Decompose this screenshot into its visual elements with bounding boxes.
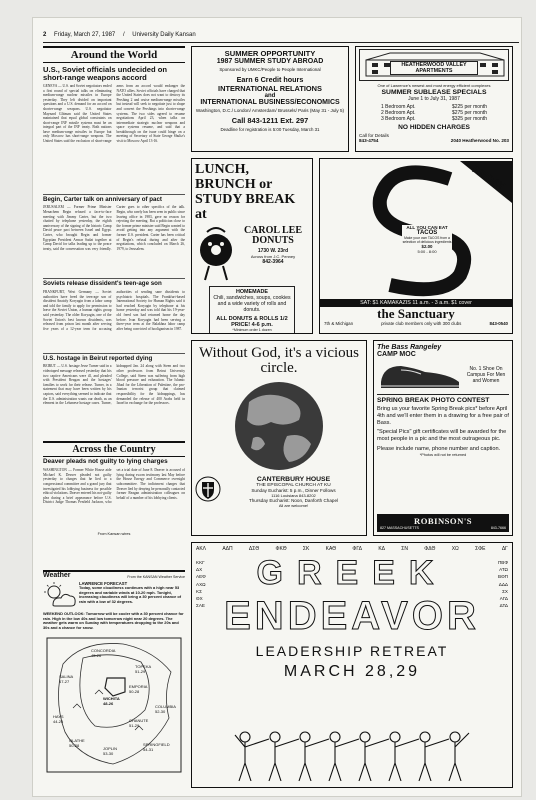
retreat-title: LEADERSHIP RETREAT xyxy=(255,643,449,659)
greek-letters: ΔΔΔ xyxy=(498,581,508,587)
promo-hours: 5:00 - 8:00 xyxy=(417,249,437,254)
ad-summer-study[interactable] xyxy=(191,46,349,152)
page-date: Friday, March 27, 1987 xyxy=(54,32,116,38)
contest-include: Please include name, phone number and caption. xyxy=(377,445,501,452)
donut-chef-icon xyxy=(195,226,237,282)
weather-box xyxy=(43,570,185,788)
greek-letters: ΚΚΓ xyxy=(196,560,205,565)
forecast-subtitle: LAWRENCE FORECAST xyxy=(79,581,128,586)
ad-phone[interactable]: Call 843-1211 Ext. 297 xyxy=(231,116,309,126)
saturday-special: SAT: $1 KAMAKAZIS 11 a.m. - 3 a.m. $1 cover xyxy=(320,299,512,307)
greek-letters: ΚΔ xyxy=(378,546,385,552)
complex-name: HEATHERWOOD VALLEY APARTMENTS xyxy=(390,61,478,75)
greek-letters: ΣΦΕ xyxy=(475,546,486,552)
newspaper-page xyxy=(33,18,521,796)
thursday-service: Thursday Eucharist: Noon, Danforth Chapel xyxy=(248,498,339,503)
menu-items: Chili, sandwiches, soups, cookies and a wide variety of rolls and donuts. xyxy=(213,295,291,314)
map-city-label: SALINA xyxy=(59,674,74,680)
building-illustration xyxy=(359,49,509,81)
retreat-dates: MARCH 28,29 xyxy=(283,663,421,680)
ad-title: SUMMER OPPORTUNITY xyxy=(224,49,316,58)
greek-letters: ΚΑΘ xyxy=(325,546,337,552)
rate-price: $225 per month xyxy=(451,104,487,110)
ad-canterbury[interactable] xyxy=(191,340,367,536)
greek-letters: ΑΚΛ xyxy=(196,546,207,552)
specials-dates: June 1 to July 31, 1987 xyxy=(408,96,460,102)
forecast-weekend: WEEKEND OUTLOOK: Tomorrow will be cooler with a 30 percent chance for rain. High in the low 40s and low tomorrow night near 20 degrees. The weather gets warm on Sunday with temperatures dropping to the 20s and 30s and a chance for snow. xyxy=(43,611,184,630)
greek-letters: ΠΒΦ xyxy=(497,560,508,565)
contest-body: Bring us your favorite Spring Break pics* before April 4th and we'll enter them in a drawing for a free pair of Bass. xyxy=(377,406,509,426)
map-city-temps: 51-29 xyxy=(135,669,146,675)
wire-credit: From Kansan wires xyxy=(97,532,131,537)
map-city-temps: 50-28 xyxy=(69,743,80,749)
earth-globe-icon xyxy=(195,380,363,472)
shoe-product: CAMP MOC xyxy=(377,351,416,358)
church-name: CANTERBURY HOUSE xyxy=(256,476,331,483)
paper-name: University Daily Kansan xyxy=(132,32,196,38)
greek-letters: ΣΧ xyxy=(502,588,508,594)
news-column xyxy=(43,46,185,568)
church-slogan: Without God, it's a vicious circle. xyxy=(198,345,359,376)
map-city-temps: 51-29 xyxy=(129,723,140,729)
club-membership: private club members only with 300 clubs xyxy=(381,321,462,326)
ad-subtitle: 1987 SUMMER STUDY ABROAD xyxy=(216,58,324,65)
call-label: Call for Details xyxy=(359,133,389,138)
greek-letters: ΣΚ xyxy=(302,546,310,552)
partly-cloudy-icon xyxy=(43,581,77,611)
greek-letters: ΧΩ xyxy=(451,546,459,552)
greek-title: GREEK xyxy=(256,554,448,592)
ad-carol-lee[interactable] xyxy=(191,158,313,334)
map-city-temps: 50-28 xyxy=(129,689,140,695)
greek-letters: ΦΓΔ xyxy=(352,546,363,552)
promo-eat: ALL YOU CAN EAT xyxy=(406,225,448,230)
greek-letters: ΑΔΠ xyxy=(222,546,233,552)
students-holding-hands-illustration xyxy=(233,727,473,783)
rate-price: $325 per month xyxy=(451,116,487,122)
weather-map xyxy=(43,634,185,776)
map-city-label: WICHITA xyxy=(103,696,120,702)
map-city-temps: 53-30 xyxy=(103,751,114,757)
complex-tagline: One of Lawrence's newest and most energy efficient complexes xyxy=(377,83,491,88)
promo-price: $2.00 xyxy=(421,244,433,249)
story-headline[interactable]: Soviets release dissident's teen-age son xyxy=(43,278,185,288)
story-headline[interactable]: U.S. hostage in Beirut reported dying xyxy=(43,353,185,363)
map-city-label: TOPEKA xyxy=(135,664,152,670)
story-body: WASHINGTON — Former White House aide Michael K. Deaver pleaded not guilty yesterday to charges that he lied to a congressional committee and a grand jury that investigated his lobbying business for possible ethical violations. Deaver entered his not-guilty plea during a brief appearance before U.S. District Judge Thomas Penfield Jackson, who set a trial date of June 8. Deaver is accused of lying during sworn testimony last May before the House Energy and Commerce oversight subcommittee. The indictment charges that Deaver lied by denying he personally contacted former Reagan administration colleagues on behalf of a number of his lobbying clients. xyxy=(43,468,185,505)
story-body: GENEVA — U.S. and Soviet negotiators ended a first round of special talks on eliminating medium-range nuclear missiles in Europe yesterday. They left divided on important questions and a U.S. demand for an accord on shorter-range weapons. U.S. negotiator Maynard Glitman said the United States maintained that equal global constraints on short-range INF missile systems must be an integral part of the INF treaty. Both nations have medium-range missiles in Europe but only Moscow has short-range weapons. The United States said the exclusion of short-range arms from an accord would endanger the NATO allies. Soviet officials have charged that the United States does not want to destroy its Pershing 2 and cruise medium-range missiles but instead will seek to negotiate just to shape and convert the Pershings into shorter-range systems. The two sides agreed to resume negotiations April 23, when talks on intermediate strategic nuclear weapons and space systems resume, and said that a breakthrough on the issue could hinge on a meeting of Secretary of State George Shultz's visit to Moscow April 13-16. xyxy=(43,83,185,144)
store-address: 827 MASSACHUSETTS xyxy=(380,526,419,530)
ad-line: and xyxy=(264,93,276,99)
greek-letters: ΣΝ xyxy=(401,546,408,552)
map-city-temps: 44-25 xyxy=(53,719,64,725)
map-city-label: CHANUTE xyxy=(129,718,149,724)
map-city-label: EMPORIA xyxy=(129,684,148,690)
promo-food: TACOS xyxy=(416,230,438,236)
section-title-country: Across the Country xyxy=(43,441,185,457)
shop-address: 1730 W. 23rd xyxy=(257,248,289,254)
episcopal-shield-icon xyxy=(195,476,221,502)
shop-phone[interactable]: 842-3964 xyxy=(262,259,284,265)
story-headline[interactable]: Deaver pleads not guilty to lying charges xyxy=(43,458,168,466)
rate-unit: 2 Bedroom Apt. xyxy=(381,110,416,116)
ad-sponsor: Sponsored by UMKC/People to People International xyxy=(219,67,321,72)
complex-phone[interactable]: 843-4754 xyxy=(359,138,379,143)
specials-headline: SUMMER SUBLEASE SPECIALS xyxy=(381,89,487,96)
map-city-temps: 45-26 xyxy=(91,653,102,659)
day-label: FRIDAY xyxy=(469,164,507,193)
ad-line: INTERNATIONAL RELATIONS xyxy=(218,84,322,93)
church-subtitle: THE EPISCOPAL CHURCH AT KU xyxy=(256,483,331,488)
greek-letters: ΔΧ xyxy=(196,567,203,573)
map-city-label: HAYS xyxy=(53,714,64,720)
ad-bass-robinsons[interactable] xyxy=(373,340,513,536)
map-city-label: OLATHE xyxy=(69,738,85,744)
greek-letters: ΑΓΔ xyxy=(499,596,508,602)
map-city-temps: 54-31 xyxy=(143,747,154,753)
endeavor-title: ENDEAVOR xyxy=(224,594,480,638)
greek-letters: ΔΤΔ xyxy=(499,603,508,609)
greek-letters: ΔΣΘ xyxy=(248,546,260,552)
greek-letters: ΔΓ xyxy=(501,546,508,552)
no-fees: NO HIDDEN CHARGES xyxy=(398,124,470,131)
greek-letters: ΚΣ xyxy=(196,588,202,594)
greek-letters: ΦΚΘ xyxy=(275,546,287,552)
story-headline[interactable]: U.S., Soviet officials undecided on short-range weapons accord xyxy=(43,65,168,82)
contest-footnote: *Photos will not be returned xyxy=(419,452,467,457)
store-phone[interactable]: 843-7666 xyxy=(490,526,506,530)
promo-note: Make your own TACOS from a selection of delicious ingredients xyxy=(402,236,452,244)
deal-note: *Minimum order 1 dozen xyxy=(232,328,272,333)
sunday-service: Sunday Eucharist: 5 p.m., Dinner Follows xyxy=(251,488,336,493)
shop-name: CAROL LEE DONUTS xyxy=(243,225,303,246)
shoe-icon xyxy=(377,358,463,392)
rate-unit: 3 Bedroom Apt. xyxy=(381,116,416,122)
shoe-brand: The Bass Rangeley xyxy=(377,344,442,351)
map-city-label: COLUMBIA xyxy=(155,704,176,710)
ad-greek-endeavor[interactable] xyxy=(191,542,513,788)
story-body: FRANKFURT, West Germany — Soviet authorities have freed the teen-age son of dissident Anatoly Koryagin from a labor camp and told the family to apply for permission to leave the Soviet Union, a human rights group said yesterday. The older Koryagin, one of the Soviet Union's best known dissidents, was released from prison last month after serving five years of a 12-year term for accusing authorities of sending sane dissidents to psychiatric hospitals. The Frankfurt-based International Society for Human Rights said it had reached Koryagin by telephone at his home yesterday and was told that his 19-year-old freed son had returned home the day before. Ivan Koryagin had been serving a three-year term at the Balakhna labor camp after being convicted of hooliganism in 1987. xyxy=(43,289,185,331)
greek-letters: ΦΔΘ xyxy=(424,546,436,552)
story-body: JERUSALEM — Former Prime Minister Menachem Begin refused a face-to-face meeting with Jimmy Carter, but the two chatted by telephone yesterday, the eighth anniversary of the signing of the historic Camp David peace pact between Israel and Egypt. Carter, who brought Begin and former Egyptian President Anwar Sadat together at Camp David for talks leading up to the peace treaty, said the conversation was very friendly. Carter goes to other specifics of the talk. Begin, who rarely has been seen in public since leaving office in 1983, gave no reason for rejecting the meeting. But a politician close to the former prime minister said Begin wanted to avoid getting into any argument with the former U.S. president. Carter has been critical of Begin's refusal during and after the negotiations, which concluded on March 26, 1979, to Jerusalem. xyxy=(43,205,185,251)
club-phone[interactable]: 843-0540 xyxy=(489,321,508,326)
map-city-temps: 47-27 xyxy=(59,679,70,685)
complex-address: 2040 Heatherwood No. 203 xyxy=(450,138,509,143)
weather-credit: From the KANSAN Weather Service xyxy=(127,575,185,579)
story-headline[interactable]: Begin, Carter talk on anniversary of pact xyxy=(43,194,185,204)
story-body: BEIRUT — U.S. hostage Jesse Turner said in a videotaped message released yesterday that his two captive Americans were ill, and pleaded with President Reagan and the hostages' families to work for their release. Turner, in a statement that may have been written by his captors, said everything seemed to indicate that the U.S. administration wants our death, as an element in the Lebanese hostage cases. Turner, kidnapped Jan. 24 along with Steen and two other professors from Beirut University College, said Steen was suffering from high blood pressure and exhaustion. The Islamic Jihad for the Liberation of Palestine, the pro-Iranian terrorist group that claimed responsibility for the kidnappings, has demanded the release of 400 Arabs held in Israel in exchange for the professors. xyxy=(43,364,185,406)
church-address: 1116 Louisiana 843-8202 xyxy=(271,493,316,498)
store-name: ROBINSON'S xyxy=(413,516,472,526)
map-city-label: JOPLIN xyxy=(103,746,118,752)
ad-credits: Earn 6 Credit hours xyxy=(236,75,304,84)
donut-deal: ALL DONUTS & ROLLS 1/2 PRICE! 4-6 p.m. xyxy=(216,315,288,329)
church-welcome: All are welcome! xyxy=(278,503,309,508)
greek-letters: ΘΧ xyxy=(196,596,203,602)
greek-letters: ΑΕΦ xyxy=(196,574,206,580)
page-header: 2 Friday, March 27, 1987 / University Daily Kansan xyxy=(43,32,519,43)
page-number: 2 xyxy=(43,32,47,38)
donut-headline: LUNCH, BRUNCH or STUDY BREAK at xyxy=(195,162,296,222)
shoe-badge: No. 1 Shoe On Campus For Men and Women xyxy=(466,366,506,384)
forecast-today: Today, some cloudiness continues with a high near 53 degrees and variable winds at 10-20 mph. Tonight, increasing cloudiness will bring a 30 percent chance of rain with a low of 32 degrees. xyxy=(79,585,182,604)
ad-heatherwood[interactable] xyxy=(355,46,513,152)
homemade-label: HOMEMADE xyxy=(235,289,269,295)
club-address: 7th & Michigan xyxy=(324,321,354,326)
ad-sanctuary[interactable] xyxy=(319,158,513,334)
rate-unit: 1 Bedroom Apt. xyxy=(381,104,416,110)
contest-special: "Special Pics" gift certificates will be awarded for the most people in a pic and the most outrageous pic. xyxy=(377,429,507,443)
rate-price: $275 per month xyxy=(451,110,487,116)
greek-letters: ΑΤΩ xyxy=(499,567,508,573)
map-city-temps: 48-26 xyxy=(103,701,114,707)
section-title-world: Around the World xyxy=(43,46,185,63)
map-city-label: SPRINGFIELD xyxy=(143,742,170,748)
ad-line: INTERNATIONAL BUSINESS/ECONOMICS xyxy=(200,99,340,106)
map-city-temps: 52-30 xyxy=(155,709,166,715)
greek-letters: ΑΧΩ xyxy=(196,581,206,587)
weather-title: Weather xyxy=(43,572,71,579)
club-name: the Sanctuary xyxy=(377,306,455,321)
ad-cities: Washington, D.C./ London/ Amsterdam/ Brussels/ Paris (May 31 - July 5) xyxy=(195,108,345,113)
contest-title: SPRING BREAK PHOTO CONTEST xyxy=(377,394,509,404)
greek-letters: ΣΑΕ xyxy=(196,603,205,609)
ad-deadline: Deadline for registration is 5:00 Tuesday, March 31 xyxy=(220,127,320,133)
map-city-label: CONCORDIA xyxy=(91,648,116,654)
shop-across: Across from J.C. Penney xyxy=(250,254,296,259)
greek-letters: ΒΘΠ xyxy=(498,574,508,580)
